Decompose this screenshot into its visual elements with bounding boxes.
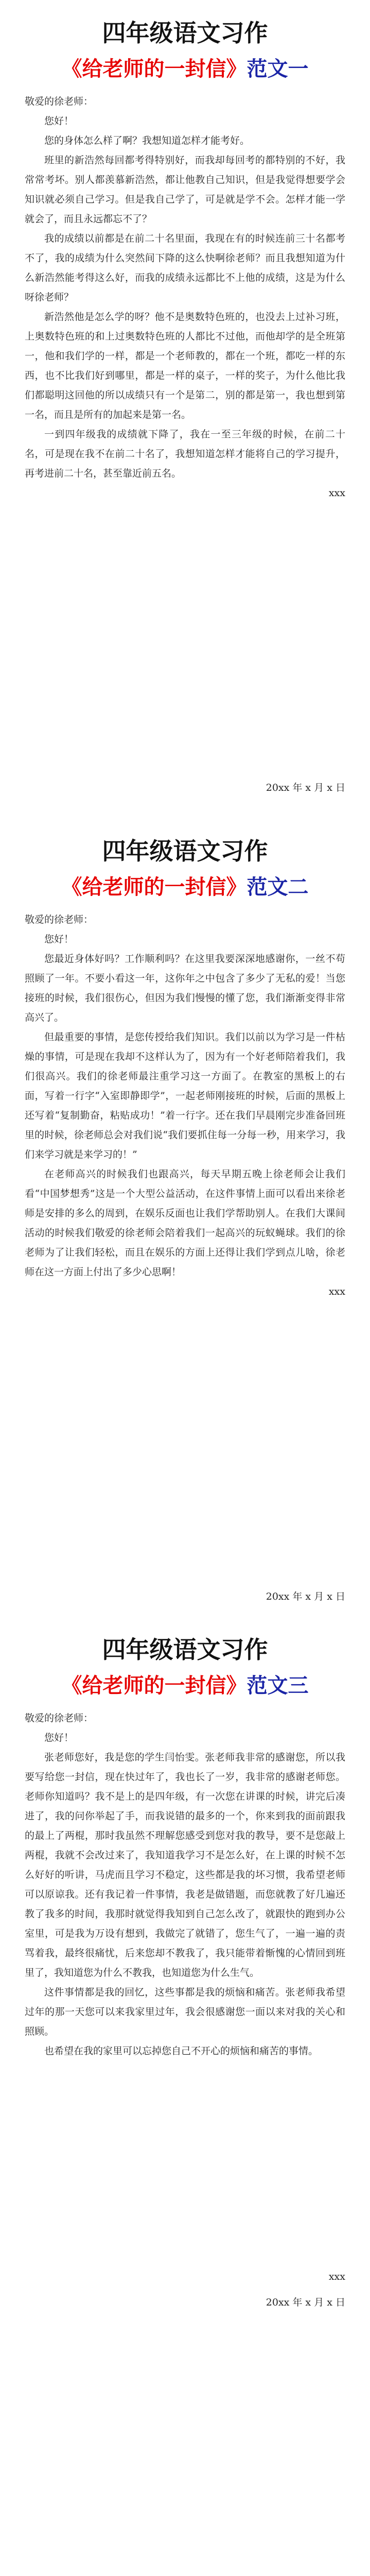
- essay-1: [0, 16, 370, 503]
- date: 20xx 年 x 月 x 日: [266, 1591, 345, 1602]
- date: 20xx 年 x 月 x 日: [266, 2297, 345, 2308]
- signature: xxx: [328, 1286, 345, 1297]
- paragraph: 这件事情都是我的回忆，这些事都是我的烦恼和痛苦。张老师我希望过年的那一天您可以来我家里过年，我会很感谢您一面以来对我的关心和照顾。: [25, 1987, 345, 2037]
- letter-title: 《给老师的一封信》: [61, 1674, 247, 1698]
- essay-number: 范文一: [246, 57, 309, 81]
- paragraph: 在老师高兴的时候我们也跟高兴，每天早期五晚上徐老师会让我们看“中国梦想秀”这是一个大型公益活动，在这件事情上面可以看出来徐老师是安排的多么的周到，在娱乐反面也让我们学帮助别人。在我们大课间活动的时候我们敬爱的徐老师会陪着我们一起高兴的玩蚁蝇球。我们的徐老师为了让我们轻松，而且在娱乐的方面上还得让我们学到点儿啥，徐老师在这一方面上付出了多少心思啊！: [25, 1168, 345, 1278]
- essay-title: [25, 1670, 345, 1701]
- paragraph: 我的成绩以前都是在前二十名里面，我现在有的时候连前三十名都考不了，我的成绩为什么突然间下降的这么快啊徐老师？而且我想知道为什么新浩然能考得这么好，而我的成绩永远都比不上他的成绩，这是为什么呀徐老师？: [25, 233, 345, 303]
- letter-title: 《给老师的一封信》: [61, 875, 247, 899]
- paragraph: 您最近身体好吗？工作顺利吗？在这里我要深深地感谢你，一丝不苟照顾了一年。不要小看这一年，这你年之中包含了多少了无私的爱！当您接班的时候，我们很伤心，但因为我们慢慢的懂了您，我们渐渐变得非常高兴了。: [25, 953, 345, 1023]
- doc-title: 四年级语文习作: [102, 837, 268, 865]
- paragraph: 您的身体怎么样了啊？我想知道怎样才能考好。: [44, 135, 250, 146]
- paragraph: 新浩然他是怎么学的呀？他不是奥数特色班的，也没去上过补习班，上奥数特色班的和上过奥数特色班的人都比不过他，而他却学的是全班第一，他和我们学的一样，都是一个老师教的，都在一个班，都吃一样的东西，也不比我们好到哪里，都是一样的桌子，一样的奖子，为什么他比我们都聪明这回他的所以成绩只有一个是第二，别的都是第一，我也想到第一名，而且是所有的加起来是第一名。: [25, 311, 345, 420]
- signature: xxx: [328, 487, 345, 499]
- salutation: 您好！: [44, 934, 74, 945]
- paragraph: 也希望在我的家里可以忘掉您自己不开心的烦恼和痛苦的事情。: [44, 2045, 319, 2057]
- salutation: 您好！: [44, 115, 74, 127]
- essay-number: 范文三: [246, 1674, 309, 1698]
- letter-title: 《给老师的一封信》: [61, 57, 247, 81]
- doc-title: 四年级语文习作: [102, 1636, 268, 1664]
- essay-title: [25, 54, 345, 84]
- salutation: 您好！: [44, 1732, 74, 1743]
- greeting: 敬爱的徐老师：: [25, 96, 94, 107]
- doc-title: 四年级语文习作: [102, 19, 268, 47]
- essay-number: 范文二: [246, 875, 309, 899]
- paragraph: 张老师您好，我是您的学生闫怡雯。张老师我非常的感谢您，所以我要写给您一封信，现在快过年了，我也长了一岁，我非常的感谢老师您。老师你知道吗？我不是上的是四年级，有一次您在讲课的时候，讲完后凑进了，我的问你举起了手，而我说错的最多的一个，你来到我的面前跟我的最上了两棍，那时我虽然不理解您感受到您对我的教导，要不是您敲上两棍，我就不会改过来了，我知道我学习不是怎么好，在上课的时候不怎么好好的听讲，马虎而且学习不稳定，这些都是我的坏习惯，我希望老师可以原谅我。还有我记着一件事情，我老是做错题，而您就教了好几遍还教了我多的时间，我那时就觉得我知到自己怎么改了，就跟快的跑到办公室里，可是我为万设有想到，我做完了就错了，您生气了，一遍一遍的责骂着我，最终很痛忧，后来您却不教我了，我只能带着惭愧的心情回到班里了，我知道您为什么不教我，也知道您为什么生气。: [25, 1752, 345, 1978]
- paragraph: 但最重要的事情，是您传授给我们知识。我们以前以为学习是一件枯燥的事情，可是现在我却不这样认为了，因为有一个好老师陪着我们，我们很高兴。我们的徐老师最注重学习这一方面了。在教室的黑板上的右面，写着一行字“入室即静即学”，一起老师刚接班的时候，后面的黑板上还写着“复制勤奋，粘贴成功！”着一行字。还在我们早晨刚完步准备回班里的时候，徐老师总会对我们说“我们要抓住每一分每一秒，用来学习，我们来学习就是来学习的！”: [25, 1031, 345, 1160]
- essay-3: [0, 1633, 370, 2061]
- paragraph: 班里的新浩然每回都考得特别好，而我却每回考的都特别的不好，我常常考坏。别人都羡慕新浩然，都让他教自己知识，但是我觉得想要学会知识就必须自己学习。但是我自己学了，可是就是学不会。怎样才能一学就会了，而且永远都忘不了？: [25, 155, 345, 225]
- signature: xxx: [328, 2271, 345, 2282]
- date: 20xx 年 x 月 x 日: [266, 782, 345, 793]
- essay-title: [25, 872, 345, 903]
- paragraph: 一到四年级我的成绩就下降了，我在一至三年级的时候，在前二十名，可是现在我不在前二十名了，我想知道怎样才能将自己的学习提升，再考进前二十名，甚至靠近前五名。: [25, 429, 345, 479]
- essay-2: [0, 835, 370, 1301]
- greeting: 敬爱的徐老师：: [25, 1713, 94, 1724]
- greeting: 敬爱的徐老师：: [25, 914, 94, 925]
